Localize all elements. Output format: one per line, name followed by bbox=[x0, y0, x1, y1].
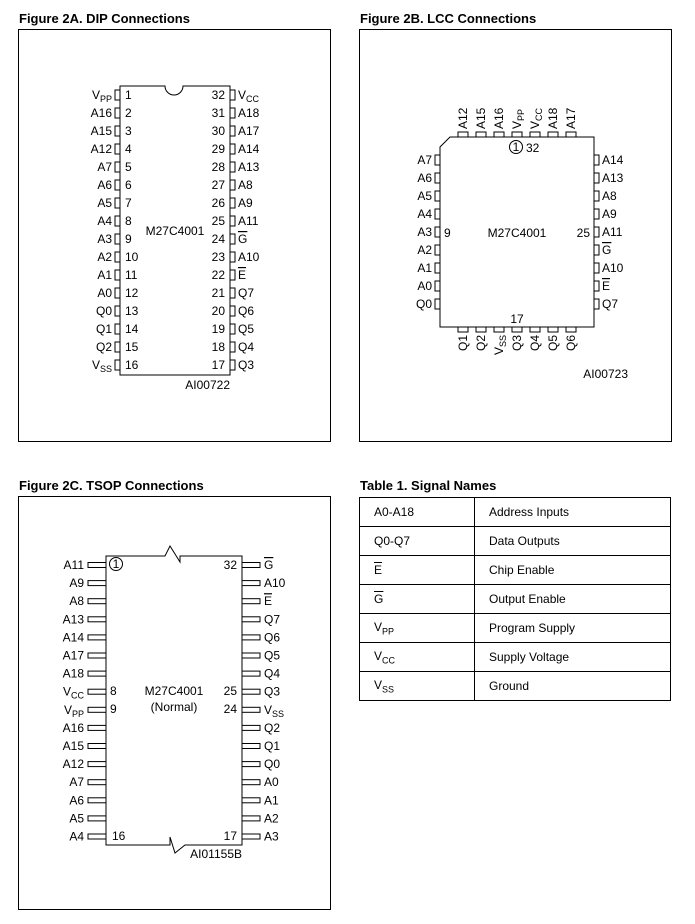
lcc-pin-number: 25 bbox=[576, 226, 590, 240]
lcc-pin-bottom bbox=[566, 327, 576, 332]
dip-pin-name: G bbox=[238, 232, 248, 246]
signal-row bbox=[360, 614, 671, 643]
dip-pin-right bbox=[230, 234, 235, 244]
lcc-pin-name: Q7 bbox=[602, 297, 619, 311]
dip-chip-name: M27C4001 bbox=[145, 224, 205, 238]
tsop-pin-name: A13 bbox=[62, 612, 84, 627]
tsop-pin-number: 16 bbox=[112, 829, 126, 843]
dip-pin-number: 9 bbox=[125, 232, 132, 246]
dip-pin-number: 7 bbox=[125, 196, 132, 210]
tsop-pin-left bbox=[88, 707, 106, 712]
tsop-pin-right bbox=[242, 635, 260, 640]
dip-pin-number: 16 bbox=[125, 358, 139, 372]
lcc-pin-top bbox=[494, 132, 504, 137]
lcc-pin-top bbox=[476, 132, 486, 137]
tsop-pin-name: A18 bbox=[62, 666, 84, 681]
lcc-pin-right bbox=[594, 299, 599, 309]
tsop-pin-name: $V_{SS}$ bbox=[264, 702, 285, 719]
lcc-pin-left bbox=[435, 155, 440, 165]
lcc-pin-right bbox=[594, 245, 599, 255]
dip-pin-name: $V_{SS}$ bbox=[91, 358, 112, 374]
tsop-pin-name: E bbox=[264, 594, 273, 609]
signal-description: Output Enable bbox=[475, 585, 671, 614]
lcc-chip-name: M27C4001 bbox=[487, 226, 547, 240]
lcc-pin-bottom bbox=[476, 327, 486, 332]
signal-row bbox=[360, 643, 671, 672]
dip-pin-right bbox=[230, 324, 235, 334]
dip-figure-code: AI00722 bbox=[185, 378, 230, 392]
signal-name: $V_{PP}$ bbox=[360, 614, 475, 643]
lcc-pin-left bbox=[435, 281, 440, 291]
lcc-pin-number: 32 bbox=[526, 141, 540, 155]
lcc-figure-code: AI00723 bbox=[583, 367, 628, 381]
dip-pin-left bbox=[115, 342, 120, 352]
lcc-pin-top bbox=[566, 132, 576, 137]
dip-pin-name: A5 bbox=[97, 196, 112, 210]
signal-row bbox=[360, 672, 671, 701]
tsop-pin-right bbox=[242, 834, 260, 839]
lcc-pin-name: A17 bbox=[564, 107, 578, 129]
fig2c-title: Figure 2C. TSOP Connections bbox=[19, 478, 204, 493]
tsop-pin-number: 8 bbox=[110, 684, 117, 698]
dip-pin-left bbox=[115, 270, 120, 280]
lcc-pin-left bbox=[435, 209, 440, 219]
dip-pin-name: Q6 bbox=[238, 304, 255, 318]
dip-pin-right bbox=[230, 108, 235, 118]
lcc-pin-right bbox=[594, 281, 599, 291]
dip-pin-name: A12 bbox=[90, 142, 112, 156]
dip-pin-left bbox=[115, 180, 120, 190]
dip-pin-name: A16 bbox=[90, 106, 112, 120]
lcc-pin-right bbox=[594, 263, 599, 273]
dip-pin-right bbox=[230, 342, 235, 352]
dip-pin-number: 31 bbox=[211, 106, 225, 120]
dip-pin-number: 22 bbox=[211, 268, 225, 282]
dip-pin-name: A6 bbox=[97, 178, 112, 192]
tsop-pin-name: A1 bbox=[264, 793, 279, 808]
tsop-pin-name: A9 bbox=[69, 576, 84, 591]
lcc-pin-name: A6 bbox=[417, 171, 432, 185]
dip-pin-left bbox=[115, 162, 120, 172]
dip-pin-right bbox=[230, 144, 235, 154]
tsop-pin-right bbox=[242, 689, 260, 694]
lcc-pin-number: 17 bbox=[510, 312, 524, 326]
tsop-pin-left bbox=[88, 834, 106, 839]
dip-pin-left bbox=[115, 108, 120, 118]
dip-pin-name: Q7 bbox=[238, 286, 255, 300]
dip-pin-name: $V_{PP}$ bbox=[91, 88, 112, 104]
lcc-pin-name: Q6 bbox=[564, 335, 578, 352]
lcc-pin-name: Q3 bbox=[510, 335, 524, 352]
dip-pin-number: 14 bbox=[125, 322, 139, 336]
signal-row bbox=[360, 498, 671, 527]
tsop-pin-name: $V_{CC}$ bbox=[62, 684, 84, 701]
dip-pin-name: Q2 bbox=[95, 340, 112, 354]
tsop-pin-left bbox=[88, 671, 106, 676]
dip-pin-number: 23 bbox=[211, 250, 225, 264]
lcc-pin-left bbox=[435, 263, 440, 273]
tsop-pin-name: A4 bbox=[69, 829, 84, 844]
dip-pin-right bbox=[230, 360, 235, 370]
tsop-pin-number: 32 bbox=[223, 558, 237, 572]
signal-description: Ground bbox=[475, 672, 671, 701]
dip-pin-number: 15 bbox=[125, 340, 139, 354]
tsop-pin-left bbox=[88, 653, 106, 658]
tsop-pin-name: Q2 bbox=[264, 720, 281, 735]
tsop-pin-left bbox=[88, 563, 106, 568]
dip-pin-name: Q0 bbox=[95, 304, 112, 318]
tsop-pin-name: Q3 bbox=[264, 684, 281, 699]
dip-pin-name: A15 bbox=[90, 124, 112, 138]
dip-pin-name: Q1 bbox=[95, 322, 112, 336]
tsop-pin-name: Q1 bbox=[264, 739, 281, 753]
lcc-pin-name: A3 bbox=[417, 225, 432, 239]
tsop-pin-left bbox=[88, 762, 106, 767]
dip-pin-name: A8 bbox=[238, 178, 253, 192]
tsop-pin-left bbox=[88, 780, 106, 785]
lcc-pin-name: A8 bbox=[602, 189, 617, 203]
table1-title: Table 1. Signal Names bbox=[360, 478, 497, 493]
tsop-pin1-number: 1 bbox=[112, 557, 120, 571]
dip-pin-number: 12 bbox=[125, 286, 139, 300]
lcc-pin-name: E bbox=[602, 279, 611, 293]
tsop-pin-name: A11 bbox=[63, 558, 84, 572]
lcc-pin-name: A2 bbox=[417, 243, 432, 257]
lcc-pin-bottom bbox=[458, 327, 468, 332]
tsop-pin-name: A8 bbox=[69, 594, 84, 609]
tsop-pin-left bbox=[88, 816, 106, 821]
tsop-pin-left bbox=[88, 798, 106, 803]
lcc-pin-name: $V_{SS}$ bbox=[492, 335, 508, 356]
dip-pin-name: Q3 bbox=[238, 358, 255, 372]
tsop-pin-right bbox=[242, 816, 260, 821]
signal-names-table bbox=[359, 497, 671, 701]
lcc-pin-bottom bbox=[512, 327, 522, 332]
dip-pin-number: 29 bbox=[211, 142, 225, 156]
dip-pin-name: A0 bbox=[97, 286, 112, 300]
lcc-pin-name: $V_{PP}$ bbox=[510, 108, 526, 129]
lcc-pin-name: A1 bbox=[417, 261, 432, 275]
dip-pin-name: A13 bbox=[238, 160, 260, 174]
dip-pin-left bbox=[115, 216, 120, 226]
tsop-pin-left bbox=[88, 635, 106, 640]
dip-pin-left bbox=[115, 360, 120, 370]
tsop-pin-name: A7 bbox=[69, 775, 84, 790]
dip-pin-left bbox=[115, 126, 120, 136]
dip-pin-left bbox=[115, 306, 120, 316]
dip-pin-name: A17 bbox=[238, 124, 260, 138]
dip-pin-name: A18 bbox=[238, 106, 260, 120]
dip-pin-name: $V_{CC}$ bbox=[238, 88, 260, 104]
dip-pin-left bbox=[115, 198, 120, 208]
dip-pin-number: 11 bbox=[125, 268, 138, 282]
dip-pin-number: 20 bbox=[211, 304, 225, 318]
tsop-pin-right bbox=[242, 762, 260, 767]
dip-pin-right bbox=[230, 162, 235, 172]
signal-name: $\overline{E}$ bbox=[360, 556, 475, 585]
tsop-pin-name: A5 bbox=[69, 811, 84, 826]
dip-pin-right bbox=[230, 306, 235, 316]
lcc-pin-top bbox=[548, 132, 558, 137]
dip-pin-number: 19 bbox=[211, 322, 225, 336]
dip-pin-name: A10 bbox=[238, 250, 260, 264]
signal-name: Q0-Q7 bbox=[360, 527, 475, 556]
tsop-pin-left bbox=[88, 599, 106, 604]
dip-pin-number: 25 bbox=[211, 214, 225, 228]
tsop-pin-name: A10 bbox=[264, 576, 286, 591]
lcc-pin-left bbox=[435, 191, 440, 201]
dip-pin-right bbox=[230, 216, 235, 226]
dip-pin-right bbox=[230, 90, 235, 100]
dip-pin-number: 26 bbox=[211, 196, 225, 210]
dip-pin-name: E bbox=[238, 268, 247, 282]
lcc-pin-name: A9 bbox=[602, 207, 617, 221]
tsop-pin-name: Q5 bbox=[264, 648, 281, 663]
lcc-pin-bottom bbox=[494, 327, 504, 332]
tsop-chip-name: M27C4001 bbox=[144, 684, 204, 698]
lcc-pin-name: G bbox=[602, 243, 612, 257]
dip-pin-name: A2 bbox=[97, 250, 112, 264]
lcc-pin-name: A10 bbox=[602, 261, 624, 275]
tsop-pin-name: G bbox=[264, 558, 274, 572]
lcc-pin-name: Q0 bbox=[415, 297, 432, 311]
dip-pin-right bbox=[230, 270, 235, 280]
tsop-pin-right bbox=[242, 563, 260, 568]
tsop-pin-name: Q0 bbox=[264, 757, 281, 772]
tsop-pin-number: 9 bbox=[110, 702, 117, 716]
signal-description: Data Outputs bbox=[475, 527, 671, 556]
fig2b-title: Figure 2B. LCC Connections bbox=[360, 11, 537, 26]
dip-pin-number: 30 bbox=[211, 124, 225, 138]
signal-description: Chip Enable bbox=[475, 556, 671, 585]
dip-pin-left bbox=[115, 252, 120, 262]
lcc-pin-name: A5 bbox=[417, 189, 432, 203]
tsop-pin-right bbox=[242, 798, 260, 803]
dip-pin-number: 18 bbox=[211, 340, 225, 354]
lcc-pin-bottom bbox=[548, 327, 558, 332]
tsop-pin-name: $V_{PP}$ bbox=[63, 702, 84, 719]
signal-description: Program Supply bbox=[475, 614, 671, 643]
dip-pin-left bbox=[115, 324, 120, 334]
signal-row bbox=[360, 585, 671, 614]
signal-description: Supply Voltage bbox=[475, 643, 671, 672]
tsop-pin-right bbox=[242, 780, 260, 785]
dip-pin-number: 13 bbox=[125, 304, 139, 318]
lcc-pin-left bbox=[435, 245, 440, 255]
lcc-pin-left bbox=[435, 299, 440, 309]
dip-pin-left bbox=[115, 90, 120, 100]
dip-pin-number: 32 bbox=[211, 88, 225, 102]
dip-pin-number: 3 bbox=[125, 124, 132, 138]
signal-row bbox=[360, 556, 671, 585]
lcc-pin-name: A13 bbox=[602, 171, 624, 185]
lcc-pin-right bbox=[594, 209, 599, 219]
lcc-pin-bottom bbox=[530, 327, 540, 332]
tsop-pin-name: A14 bbox=[62, 630, 84, 645]
dip-pin-number: 2 bbox=[125, 106, 132, 120]
dip-pin-right bbox=[230, 126, 235, 136]
lcc-pin-name: A0 bbox=[417, 279, 432, 293]
dip-pin-name: A11 bbox=[238, 214, 259, 228]
tsop-pin-left bbox=[88, 617, 106, 622]
tsop-pin-name: A12 bbox=[62, 757, 84, 772]
signal-name: A0-A18 bbox=[360, 498, 475, 527]
lcc-pin-name: $V_{CC}$ bbox=[528, 107, 544, 129]
tsop-pin-right bbox=[242, 725, 260, 730]
dip-pin-name: Q4 bbox=[238, 340, 255, 354]
tsop-pin-name: Q7 bbox=[264, 612, 281, 627]
lcc-pin-name: A7 bbox=[417, 153, 432, 167]
lcc-pin-name: Q4 bbox=[528, 335, 542, 352]
lcc-pin-name: A11 bbox=[602, 225, 623, 239]
tsop-pin-name: A0 bbox=[264, 775, 279, 790]
tsop-pin-name: A6 bbox=[69, 793, 84, 808]
dip-pin-name: A14 bbox=[238, 142, 260, 156]
lcc-pin-top bbox=[512, 132, 522, 137]
lcc-pin-name: A15 bbox=[474, 107, 488, 129]
dip-pin-number: 10 bbox=[125, 250, 139, 264]
dip-pin-name: A4 bbox=[97, 214, 112, 228]
dip-pin-number: 27 bbox=[211, 178, 225, 192]
lcc-pin-name: A14 bbox=[602, 153, 624, 167]
dip-pin-left bbox=[115, 234, 120, 244]
tsop-pin-right bbox=[242, 599, 260, 604]
tsop-pin-right bbox=[242, 653, 260, 658]
dip-pin-right bbox=[230, 198, 235, 208]
tsop-pin-right bbox=[242, 744, 260, 749]
lcc-pin-top bbox=[530, 132, 540, 137]
lcc-pin-name: Q5 bbox=[546, 335, 560, 352]
tsop-pin-name: Q6 bbox=[264, 630, 281, 645]
signal-name: $\overline{G}$ bbox=[360, 585, 475, 614]
lcc-pin-number: 9 bbox=[444, 226, 451, 240]
tsop-pin-left bbox=[88, 581, 106, 586]
dip-pin-right bbox=[230, 252, 235, 262]
fig2a-title: Figure 2A. DIP Connections bbox=[19, 11, 190, 26]
lcc-pin-top bbox=[458, 132, 468, 137]
dip-pin-right bbox=[230, 180, 235, 190]
tsop-pin-left bbox=[88, 725, 106, 730]
dip-pin-number: 5 bbox=[125, 160, 132, 174]
tsop-pin-left bbox=[88, 744, 106, 749]
dip-pin-left bbox=[115, 288, 120, 298]
dip-pin-name: A1 bbox=[97, 268, 112, 282]
tsop-pin-name: Q4 bbox=[264, 666, 281, 681]
dip-pin-number: 6 bbox=[125, 178, 132, 192]
lcc-pin-name: A4 bbox=[417, 207, 432, 221]
lcc-pin-name: A18 bbox=[546, 107, 560, 129]
lcc-pin-name: Q1 bbox=[456, 335, 470, 352]
dip-pin-number: 24 bbox=[211, 232, 225, 246]
tsop-pin-left bbox=[88, 689, 106, 694]
tsop-pin-name: A3 bbox=[264, 829, 279, 844]
tsop-pin-right bbox=[242, 581, 260, 586]
tsop-pin-right bbox=[242, 617, 260, 622]
signal-description: Address Inputs bbox=[475, 498, 671, 527]
dip-pin-number: 28 bbox=[211, 160, 225, 174]
lcc-pin1-number: 1 bbox=[512, 140, 520, 154]
dip-pin-number: 21 bbox=[211, 286, 225, 300]
dip-pin-name: Q5 bbox=[238, 322, 255, 336]
lcc-pin-right bbox=[594, 173, 599, 183]
lcc-pin-right bbox=[594, 227, 599, 237]
lcc-pin-right bbox=[594, 155, 599, 165]
tsop-pin-number: 25 bbox=[223, 684, 237, 698]
tsop-pin-number: 17 bbox=[223, 829, 237, 843]
signal-name: $V_{SS}$ bbox=[360, 672, 475, 701]
lcc-pin-name: A12 bbox=[456, 107, 470, 129]
tsop-pin-name: A2 bbox=[264, 811, 279, 826]
dip-pin-name: A7 bbox=[97, 160, 112, 174]
tsop-pin-right bbox=[242, 707, 260, 712]
lcc-pin-left bbox=[435, 173, 440, 183]
dip-pin-number: 17 bbox=[211, 358, 225, 372]
tsop-pin-name: A15 bbox=[62, 739, 84, 753]
dip-pin-number: 4 bbox=[125, 142, 132, 156]
signal-name: $V_{CC}$ bbox=[360, 643, 475, 672]
lcc-pin-name: A16 bbox=[492, 107, 506, 129]
tsop-pin-number: 24 bbox=[223, 702, 237, 716]
lcc-pin-name: Q2 bbox=[474, 335, 488, 352]
dip-pin-name: A3 bbox=[97, 232, 112, 246]
tsop-pin-name: A17 bbox=[62, 648, 84, 663]
lcc-pin-right bbox=[594, 191, 599, 201]
tsop-pin-right bbox=[242, 671, 260, 676]
signal-row bbox=[360, 527, 671, 556]
dip-pin-name: A9 bbox=[238, 196, 253, 210]
dip-pin-number: 8 bbox=[125, 214, 132, 228]
tsop-pin-name: A16 bbox=[62, 720, 84, 735]
tsop-figure-code: AI01155B bbox=[190, 847, 242, 861]
dip-pin-number: 1 bbox=[125, 88, 132, 102]
lcc-pin-left bbox=[435, 227, 440, 237]
dip-pin-right bbox=[230, 288, 235, 298]
tsop-chip-mode: (Normal) bbox=[150, 700, 198, 714]
dip-pin-left bbox=[115, 144, 120, 154]
